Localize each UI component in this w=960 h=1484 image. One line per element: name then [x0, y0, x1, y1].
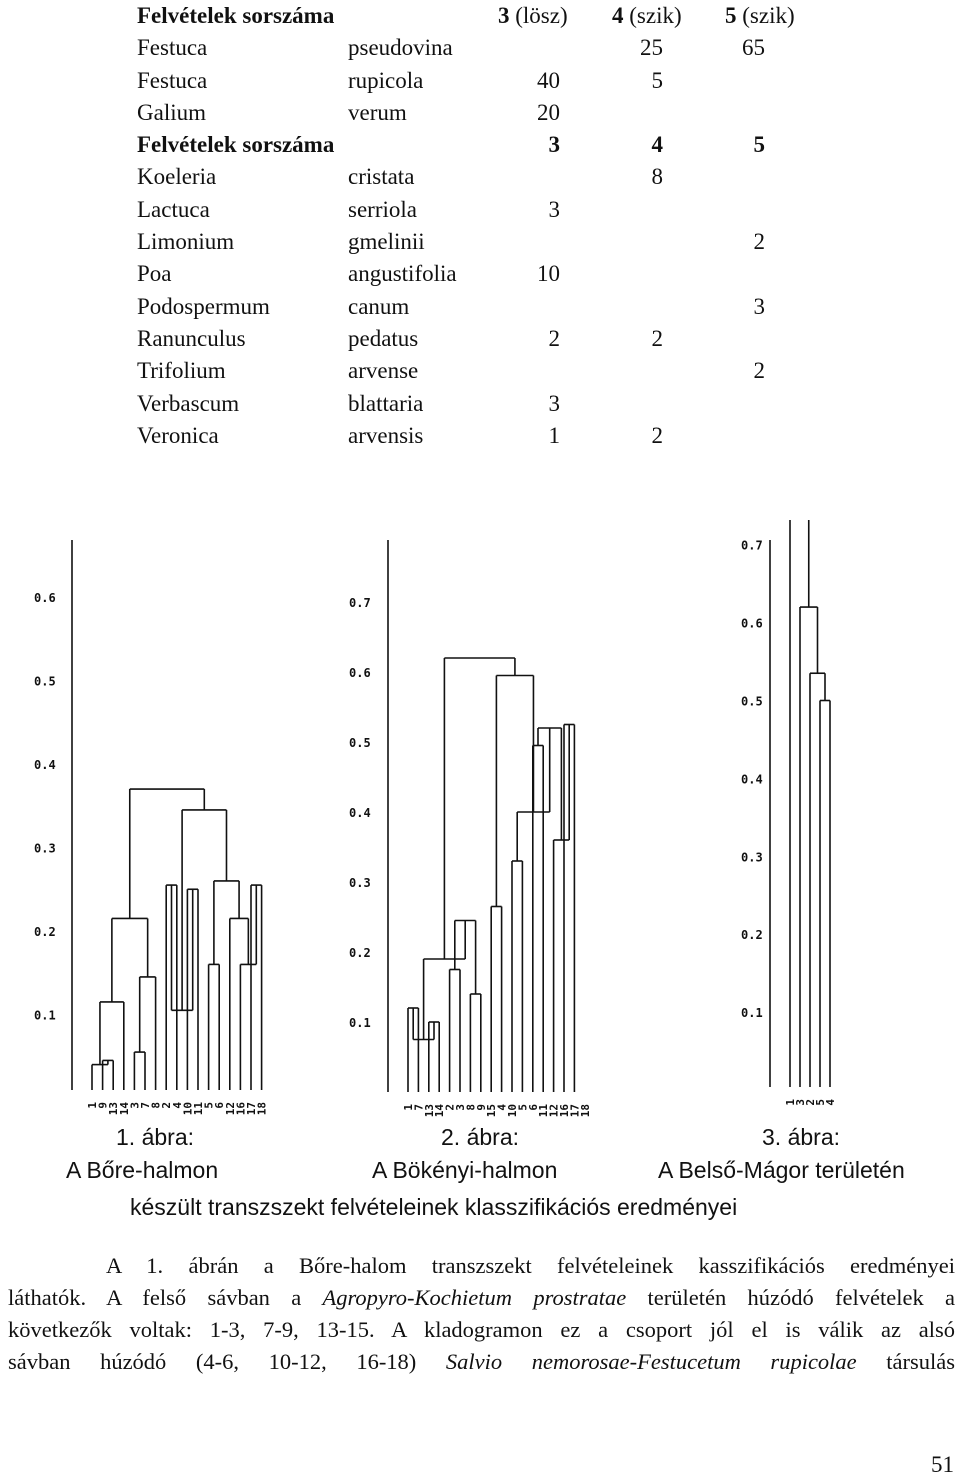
leaf-label: 1: [784, 1099, 797, 1106]
axis-tick-label: 0.1: [34, 1008, 56, 1023]
leaf-label: 18: [255, 1102, 269, 1116]
axis-tick-label: 0.6: [349, 666, 371, 680]
leaf-label: 3: [454, 1104, 467, 1111]
value-col-3: 2: [548, 325, 560, 351]
value-col-5: 65: [742, 35, 765, 61]
dendrogram-figure-2: [315, 520, 615, 1120]
value-col-3: 20: [537, 99, 560, 125]
leaf-label: 3: [128, 1102, 142, 1109]
axis-tick-label: 0.7: [349, 596, 371, 610]
genus-cell: Festuca: [137, 67, 208, 93]
leaf-label: 5: [814, 1099, 827, 1106]
leaf-label: 13: [107, 1102, 121, 1116]
species-cell: cristata: [348, 164, 415, 190]
species-cell: angustifolia: [348, 261, 457, 287]
header-col-3: 3: [548, 132, 560, 158]
axis-tick-label: 0.3: [349, 876, 371, 890]
dendrogram-figure-1: [0, 520, 300, 1120]
species-cell: arvensis: [348, 422, 424, 448]
leaf-label: 10: [181, 1102, 195, 1116]
leaf-label: 3: [794, 1099, 807, 1106]
axis-tick-label: 0.6: [34, 591, 56, 605]
genus-cell: Limonium: [137, 229, 235, 255]
leaf-label: 4: [824, 1099, 837, 1106]
axis-tick-label: 0.5: [349, 736, 371, 750]
leaf-label: 18: [578, 1104, 592, 1118]
value-col-3: 40: [537, 67, 560, 93]
axis-tick-label: 0.2: [349, 946, 371, 960]
leaf-label: 1: [402, 1104, 415, 1111]
leaf-label: 5: [202, 1102, 216, 1109]
genus-cell: Lactuca: [137, 196, 210, 222]
value-col-3: 1: [548, 422, 560, 448]
leaf-label: 1: [86, 1102, 99, 1109]
species-cell: rupicola: [348, 67, 424, 93]
leaf-label: 17: [245, 1102, 258, 1116]
header-col-3: 3 (lösz): [498, 3, 568, 28]
species-cell: arvense: [348, 358, 419, 384]
species-cell: canum: [348, 293, 410, 319]
axis-tick-label: 0.6: [741, 616, 763, 631]
leaf-label: 16: [558, 1104, 571, 1118]
leaf-label: 15: [485, 1104, 499, 1118]
leaf-label: 7: [412, 1104, 426, 1111]
value-col-4: 5: [651, 67, 663, 93]
axis-tick-label: 0.7: [741, 538, 763, 553]
leaf-label: 14: [433, 1104, 447, 1118]
body-paragraph: [8, 1250, 955, 1378]
header-col-4: 4 (szik): [612, 3, 682, 28]
value-col-3: 10: [537, 261, 560, 287]
figure-common-caption: készült transzszekt felvételeinek klasszifikációs eredményei: [130, 1194, 738, 1220]
genus-cell: Veronica: [137, 422, 219, 448]
leaf-label: 6: [213, 1102, 227, 1109]
axis-tick-label: 0.1: [741, 1006, 763, 1021]
leaf-label: 2: [443, 1104, 457, 1111]
leaf-label: 8: [464, 1104, 478, 1111]
header-label: Felvételek sorszáma: [137, 132, 335, 158]
leaf-label: 12: [223, 1102, 237, 1116]
leaf-label: 9: [474, 1104, 488, 1111]
value-col-3: 3: [548, 390, 560, 416]
species-cell: serriola: [348, 196, 417, 222]
genus-cell: Festuca: [137, 35, 208, 61]
figure-2-number: 2. ábra:: [441, 1124, 519, 1150]
axis-tick-label: 0.4: [34, 758, 56, 772]
value-col-4: 25: [640, 35, 663, 61]
species-cell: pedatus: [348, 325, 419, 351]
species-cell: verum: [348, 99, 407, 125]
leaf-label: 9: [96, 1102, 110, 1109]
axis-tick-label: 0.2: [34, 925, 56, 939]
species-cell: pseudovina: [348, 35, 453, 61]
value-col-3: 3: [548, 196, 560, 222]
species-cell: gmelinii: [348, 229, 425, 255]
axis-tick-label: 0.3: [34, 841, 56, 856]
leaf-label: 6: [526, 1104, 540, 1111]
genus-cell: Verbascum: [137, 390, 240, 416]
header-col-5: 5 (szik): [725, 3, 795, 28]
genus-cell: Galium: [137, 99, 206, 125]
value-col-4: 2: [651, 325, 663, 351]
value-col-4: 2: [651, 422, 663, 448]
genus-cell: Podospermum: [137, 293, 270, 319]
leaf-label: 8: [149, 1102, 163, 1109]
header-col-4: 4: [651, 132, 663, 158]
page-number: 51: [931, 1452, 954, 1477]
genus-cell: Ranunculus: [137, 325, 246, 351]
axis-tick-label: 0.1: [349, 1016, 371, 1030]
figure-3-number: 3. ábra:: [762, 1124, 840, 1150]
leaf-label: 4: [495, 1104, 509, 1111]
leaf-label: 4: [170, 1102, 184, 1109]
figure-3-title: A Belső-Mágor területén: [658, 1157, 905, 1183]
value-col-4: 8: [651, 164, 663, 190]
paragraph-line: következők voltak: 1-3, 7-9, 13-15. A kladogramon ez a csoport jól el is válik az alsó: [8, 1317, 955, 1342]
leaf-label: 13: [422, 1104, 436, 1118]
axis-tick-label: 0.4: [349, 806, 371, 820]
leaf-label: 17: [568, 1104, 582, 1118]
value-col-5: 2: [753, 358, 765, 384]
paragraph-line: A 1. ábrán a Bőre-halom transzszekt felvételeinek kasszifikációs eredményei: [106, 1253, 955, 1278]
leaf-label: 5: [516, 1104, 530, 1111]
value-col-5: 2: [753, 229, 765, 255]
paragraph-line: sávban húzódó (4-6, 10-12, 16-18) Salvio nemorosae-Festucetum rupicolae társulás: [8, 1349, 955, 1374]
axis-tick-label: 0.5: [34, 674, 56, 689]
leaf-label: 16: [234, 1102, 248, 1116]
leaf-label: 10: [506, 1104, 519, 1118]
leaf-label: 7: [139, 1102, 152, 1109]
axis-tick-label: 0.2: [741, 928, 763, 943]
leaf-label: 12: [547, 1104, 561, 1118]
axis-tick-label: 0.3: [741, 850, 763, 865]
species-cell: blattaria: [348, 390, 424, 416]
axis-tick-label: 0.4: [741, 772, 763, 787]
leaf-label: 11: [192, 1102, 205, 1116]
leaf-label: 2: [804, 1099, 817, 1106]
dendrogram-figure-3: [710, 520, 910, 1120]
axis-tick-label: 0.5: [741, 694, 763, 709]
leaf-label: 2: [160, 1102, 174, 1109]
leaf-label: 14: [117, 1102, 131, 1116]
header-label: Felvételek sorszáma: [137, 3, 335, 28]
value-col-5: 3: [753, 293, 765, 319]
leaf-label: 11: [537, 1104, 551, 1118]
genus-cell: Poa: [137, 261, 172, 287]
genus-cell: Koeleria: [137, 164, 217, 190]
figure-2-title: A Bökényi-halmon: [372, 1157, 558, 1183]
paragraph-line: láthatók. A felső sávban a Agropyro-Kochietum prostratae területén húzódó felvételek a: [8, 1285, 955, 1310]
figure-1-number: 1. ábra:: [116, 1124, 194, 1150]
genus-cell: Trifolium: [137, 358, 226, 384]
figure-1-title: A Bőre-halmon: [66, 1157, 219, 1183]
header-col-5: 5: [753, 132, 765, 158]
